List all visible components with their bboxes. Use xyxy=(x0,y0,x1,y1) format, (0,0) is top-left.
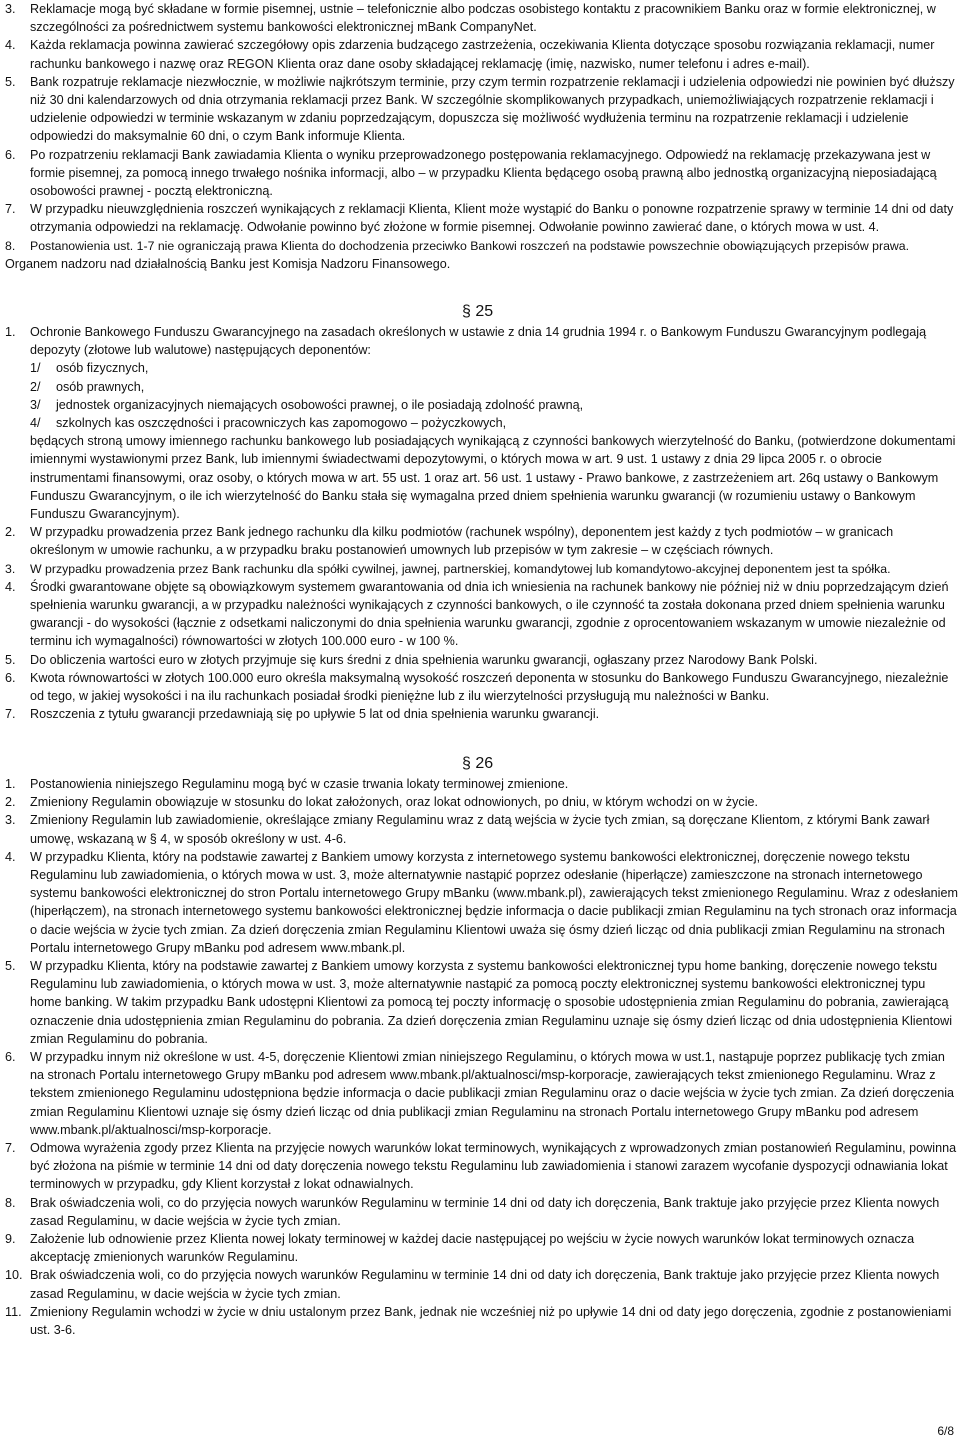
item-number: 4. xyxy=(5,579,16,594)
item-number: 3. xyxy=(5,813,16,828)
item-number: 8. xyxy=(5,1195,16,1210)
sub-item-text: osób fizycznych, xyxy=(56,361,149,376)
item-text: Zmieniony Regulamin lub zawiadomienie, określające zmiany Regulaminu wraz z datą wejścia w życie tych zmian, są doręczane Klientom, z którymi Bank zawarł umowę, wskazaną w § 4, w sposób określony w ust. 4-6. xyxy=(30,813,930,846)
item-number: 11. xyxy=(5,1304,22,1319)
item-text: Po rozpatrzeniu reklamacji Bank zawiadamia Klienta o wyniku przeprowadzonego postępowania reklamacyjnego. Odpowiedź na reklamację przekazywana jest w formie pisemnej, za pomocą innego trwałego nośnika informacji, albo – w przypadku Klienta będącego osobą prawną albo jednostką organizacyjną nieposiadającą osobowości prawnej - pocztą elektroniczną. xyxy=(30,147,937,199)
item-text: Bank rozpatruje reklamacje niezwłocznie, w możliwie najkrótszym terminie, przy czym termin rozpatrzenie reklamacji i udzielenia odpowiedzi nie powinien być dłuższy niż 30 dni kalendarzowych od dnia otrzymania reklamacji przez Bank. W szczególnie skomplikowanych przypadkach, uniemożliwiających rozpatrzenie reklamacji i udzielenie odpowiedzi w terminie wskazanym w zdaniu poprzedzającym, dopuszcza się możliwość wydłużenia terminu na rozpatrzenie reklamacji i udzielenie odpowiedzi do maksymalnie 60 dni, o czym Bank informuje Klienta. xyxy=(30,74,955,144)
item-number: 6. xyxy=(5,1050,16,1065)
item-number: 5. xyxy=(5,959,16,974)
item-text: W przypadku Klienta, który na podstawie zawartej z Bankiem umowy korzysta z internetowego systemu bankowości elektronicznej, doręczenie nowego tekstu Regulaminu lub zawiadomienia, o których mowa w ust. 3, może alternatywnie nastąpić poprzez odesłanie (hiperłącze) zamieszczone na stronach internetowego systemu bankowości elektronicznej do stron Portalu internetowego Grupy mBanku (www.mbank.pl), zawierających tekst zmienionego Regulaminu. Wraz z odesłaniem (hiperłączem), na stronach internetowego systemu bankowości elektronicznej będzie informacja o dacie publikacji zmian Regulaminu na tych stronach oraz informacja o dacie wejścia w życie tych zmian. Za dzień doręczenia zmian Regulaminu Klientowi uważa się ósmy dzień licząc od dnia publikacji zmian Regulaminu na stronach Portalu internetowego Grupy mBanku pod adresem www.mbank.pl. xyxy=(30,849,958,955)
item-text: Brak oświadczenia woli, co do przyjęcia nowych warunków Regulaminu w terminie 14 dni od daty ich doręczenia, Bank traktuje jako przyjęcie przez Klienta nowych zasad Regulaminu, w dacie wejścia w życie tych zmian. xyxy=(30,1195,940,1228)
list-item xyxy=(0,1230,958,1266)
item-text: Brak oświadczenia woli, co do przyjęcia nowych warunków Regulaminu w terminie 14 dni od daty ich doręczenia, Bank traktuje jako przyjęcie przez Klienta nowych zasad Regulaminu, w dacie wejścia w życie tych zmian. xyxy=(30,1268,940,1301)
item-number: 1. xyxy=(5,777,16,791)
item-text: Każda reklamacja powinna zawierać szczegółowy opis zdarzenia budzącego zastrzeżenia, oczekiwania Klienta dotyczące sposobu rozwiązania reklamacji, numer rachunku bankowego i nazwę oraz REGON Klienta oraz dane osoby składającej reklamację (imię, nazwisko, numer telefonu i adres e-mail). xyxy=(30,38,935,71)
list-item xyxy=(0,146,958,201)
item-number: 8. xyxy=(5,238,16,253)
list-item xyxy=(0,36,958,72)
list-item xyxy=(0,578,958,651)
list-item xyxy=(0,669,958,705)
sub-item-number: 4/ xyxy=(30,416,41,431)
list-item xyxy=(0,848,958,957)
list-item xyxy=(0,811,958,847)
item-number: 7. xyxy=(5,1141,16,1156)
item-text: Postanowienia ust. 1-7 nie ograniczają prawa Klienta do dochodzenia przeciwko Bankowi roszczeń na podstawie powszechnie obowiązujących przepisów prawa. xyxy=(30,238,910,253)
list-item-continuation xyxy=(0,432,958,523)
item-number: 3. xyxy=(5,561,16,576)
item-text: Ochronie Bankowego Funduszu Gwarancyjnego na zasadach określonych w ustawie z dnia 14 grudnia 1994 r. o Bankowym Funduszu Gwarancyjnym podlegają depozyty (złotowe lub walutowe) następujących deponentów: xyxy=(30,325,927,358)
sub-item-number: 2/ xyxy=(30,379,41,394)
sub-item-text: osób prawnych, xyxy=(56,379,145,394)
item-number: 5. xyxy=(5,74,16,89)
section-25-heading: § 25 xyxy=(462,303,494,320)
list-item xyxy=(0,0,958,36)
list-item xyxy=(0,1139,958,1194)
list-item xyxy=(0,73,958,146)
item-number: 7. xyxy=(5,202,16,217)
list-item xyxy=(0,651,958,669)
complaints-section xyxy=(0,0,960,273)
sub-item-text: szkolnych kas oszczędności i pracowniczych kas zapomogowo – pożyczkowych, xyxy=(56,416,507,431)
item-number: 2. xyxy=(5,795,16,810)
item-text: będących stroną umowy imiennego rachunku bankowego lub posiadających wynikającą z czynności bankowych wierzytelność do Banku, (potwierdzone dokumentami imiennymi wystawionymi przez Bank, lub imiennymi świadectwami depozytowymi, o których mowa w art. 9 ust. 1 ustawy z dnia 29 lipca 2005 r. o obrocie instrumentami finansowymi, oraz osoby, o których mowa w art. 55 ust. 1 oraz art. 56 ust. 1 ustawy - Prawo bankowe, z zastrzeżeniem art. 26q ustawy o Bankowym Funduszu Gwarancyjnym, o ile ich wierzytelność do Banku stała się wymagalna przed dniem spełnienia warunku gwarancji (w rozumieniu ustawy o Bankowym Funduszu Gwarancyjnym). xyxy=(30,434,956,522)
item-text: Kwota równowartości w złotych 100.000 euro określa maksymalną wysokość roszczeń deponenta w stosunku do Bankowego Funduszu Gwarancyjnego, niezależnie od tego, w jakiej wysokości i na ilu rachunkach posiadał środki pieniężne lub z ilu wierzytelności przysługują mu należności w Banku. xyxy=(30,670,949,704)
item-number: 6. xyxy=(5,147,16,162)
sub-item-number: 3/ xyxy=(30,397,41,412)
item-text: Reklamacje mogą być składane w formie pisemnej, ustnie – telefonicznie albo podczas osobistego kontaktu z pracownikiem Banku oraz w formie elektronicznej, w szczególności za pośrednictwem systemu bankowości elektronicznej mBank CompanyNet. xyxy=(30,2,936,35)
item-text: Do obliczenia wartości euro w złotych przyjmuje się kurs średni z dnia spełnienia warunku gwarancji, ogłaszany przez Narodowy Bank Polski. xyxy=(30,652,818,667)
sub-item-text: jednostek organizacyjnych niemających osobowości prawnej, o ile posiadają zdolność prawną, xyxy=(56,397,584,412)
list-item xyxy=(0,1194,958,1230)
item-text: W przypadku innym niż określone w ust. 4-5, doręczenie Klientowi zmian niniejszego Regulaminu, o których mowa w ust.1, nastąpuje poprzez publikację tych zmian na stronach Portalu internetowego Grupy mBanku pod adresem www.mbank.pl/aktualnosci/msp-korporacje, zawierających tekst zmienionego Regulaminu. Wraz z tekstem zmienionego Regulaminu udostępniona będzie informacja o dacie publikacji zmian Regulaminu oraz o dacie wejścia w życie tych zmian. Za dzień doręczenia zmian Regulaminu Klientowi uznaje się ósmy dzień licząc od dnia publikacji zmian Regulaminu na stronach Portalu internetowego Grupy mBanku pod adresem www.mbank.pl/aktualnosci/msp-korporacje. xyxy=(30,1050,955,1137)
item-number: 10. xyxy=(5,1268,23,1283)
page-number: 6/8 xyxy=(937,1424,954,1438)
item-text: Środki gwarantowane objęte są obowiązkowym systemem gwarantowania od dnia ich wniesienia na rachunek bankowy nie później niż w dniu poprzedzającym dzień spełnienia warunku gwarancji, a w przypadku należności wynikających z czynności bankowych, o ile czynność ta została dokonana przed dniem spełnienia warunku gwarancji - do wysokości (łącznie z odsetkami naliczonymi do dnia spełnienia warunku gwarancji, zgodnie z oprocentowaniem wskazanym w umowie niezależnie od terminu ich wymagalności) równowartości w złotych 100.000 euro - w 100 %. xyxy=(30,579,949,649)
list-item xyxy=(0,957,958,1048)
sub-list-item xyxy=(0,359,958,377)
item-text: Zmieniony Regulamin obowiązuje w stosunku do lokat założonych, oraz lokat odnowionych, po dniu, w którym wchodzi on w życie. xyxy=(30,795,759,810)
sub-item-number: 1/ xyxy=(30,361,41,376)
item-number: 3. xyxy=(5,2,16,16)
list-item xyxy=(0,523,958,559)
list-item xyxy=(0,323,958,359)
section-26-heading: § 26 xyxy=(462,755,494,772)
item-text: W przypadku prowadzenia przez Bank rachunku dla spółki cywilnej, jawnej, partnerskiej, komandytowej lub komandytowo-akcyjnej deponentem jest ta spółka. xyxy=(30,561,891,576)
section-26 xyxy=(0,775,960,1339)
list-item xyxy=(0,705,958,723)
sub-list-item xyxy=(0,396,958,414)
list-item xyxy=(0,1048,958,1139)
list-item xyxy=(0,200,958,236)
item-text: Odmowa wyrażenia zgody przez Klienta na przyjęcie nowych warunków lokat terminowych, wynikających z wprowadzonych zmian postanowień Regulaminu, powinna być złożona na piśmie w terminie 14 dni od daty doręczenia nowego tekstu Regulaminu lub zawiadomienia i stanowi zarazem wycofanie dyspozycji odnawiania lokat terminowych w przypadku, gdy Klient korzystał z lokat odnawialnych. xyxy=(30,1141,957,1192)
list-item xyxy=(0,1303,958,1339)
supervision-note: Organem nadzoru nad działalnością Banku jest Komisja Nadzoru Finansowego. xyxy=(5,256,451,271)
item-text: Założenie lub odnowienie przez Klienta nowej lokaty terminowej w każdej dacie następującej po wejściu w życie nowych warunków lokat terminowych oznacza akceptację zmienionych warunków Regulaminu. xyxy=(30,1232,915,1265)
item-number: 6. xyxy=(5,670,16,685)
item-text: W przypadku prowadzenia przez Bank jednego rachunku dla kilku podmiotów (rachunek wspólny), deponentem jest każdy z tych podmiotów – w granicach określonym w umowie rachunku, a w przypadku braku postanowień umownych lub przepisów w tym zakresie – w częściach równych. xyxy=(30,525,894,558)
item-text: Postanowienia niniejszego Regulaminu mogą być w czasie trwania lokaty terminowej zmienione. xyxy=(30,777,569,791)
list-item xyxy=(0,775,958,793)
item-number: 2. xyxy=(5,525,16,540)
list-item xyxy=(0,560,958,578)
item-text: Roszczenia z tytułu gwarancji przedawniają się po upływie 5 lat od dnia spełnienia warunku gwarancji. xyxy=(30,707,600,722)
list-item xyxy=(0,237,958,255)
list-item xyxy=(0,1266,958,1302)
item-text: W przypadku nieuwzględnienia roszczeń wynikających z reklamacji Klienta, Klient może wystąpić do Banku o ponowne rozpatrzenie sprawy w terminie 14 dni od daty otrzymania odpowiedzi na reklamację. Odwołanie powinno być złożone w formie pisemnej. Odwołanie powinno zawierać dane, o których mowa w ust. 4. xyxy=(30,202,954,235)
list-item xyxy=(0,793,958,811)
item-number: 4. xyxy=(5,38,16,53)
sub-list-item xyxy=(0,378,958,396)
item-text: W przypadku Klienta, który na podstawie zawartej z Bankiem umowy korzysta z systemu bankowości elektronicznej typu home banking, doręczenie nowego tekstu Regulaminu lub zawiadomienia, o których mowa w ust. 3, może alternatywnie nastąpić za pomocą poczty elektronicznej systemu bankowości elektronicznej typu home banking. W takim przypadku Bank udostępni Klientowi za pomocą tej poczty informację o sposobie udostępnienia zmian Regulaminu do pobrania, zawierającą oznaczenie dnia udostępnienia zmian Regulaminu do pobrania. Za dzień doręczenia zmian Regulaminu uznaje się ósmy dzień licząc od dnia udostępnienia Klientowi zmian Regulaminu do pobrania. xyxy=(30,959,953,1046)
item-number: 1. xyxy=(5,325,16,339)
item-number: 4. xyxy=(5,849,16,864)
item-number: 5. xyxy=(5,652,16,667)
item-number: 7. xyxy=(5,707,16,722)
section-25 xyxy=(0,323,960,723)
item-number: 9. xyxy=(5,1232,16,1247)
item-text: Zmieniony Regulamin wchodzi w życie w dniu ustalonym przez Bank, jednak nie wcześniej niż po upływie 14 dni od daty jego doręczenia, zgodnie z postanowieniami ust. 3-6. xyxy=(30,1304,952,1338)
sub-list-item xyxy=(0,414,958,432)
